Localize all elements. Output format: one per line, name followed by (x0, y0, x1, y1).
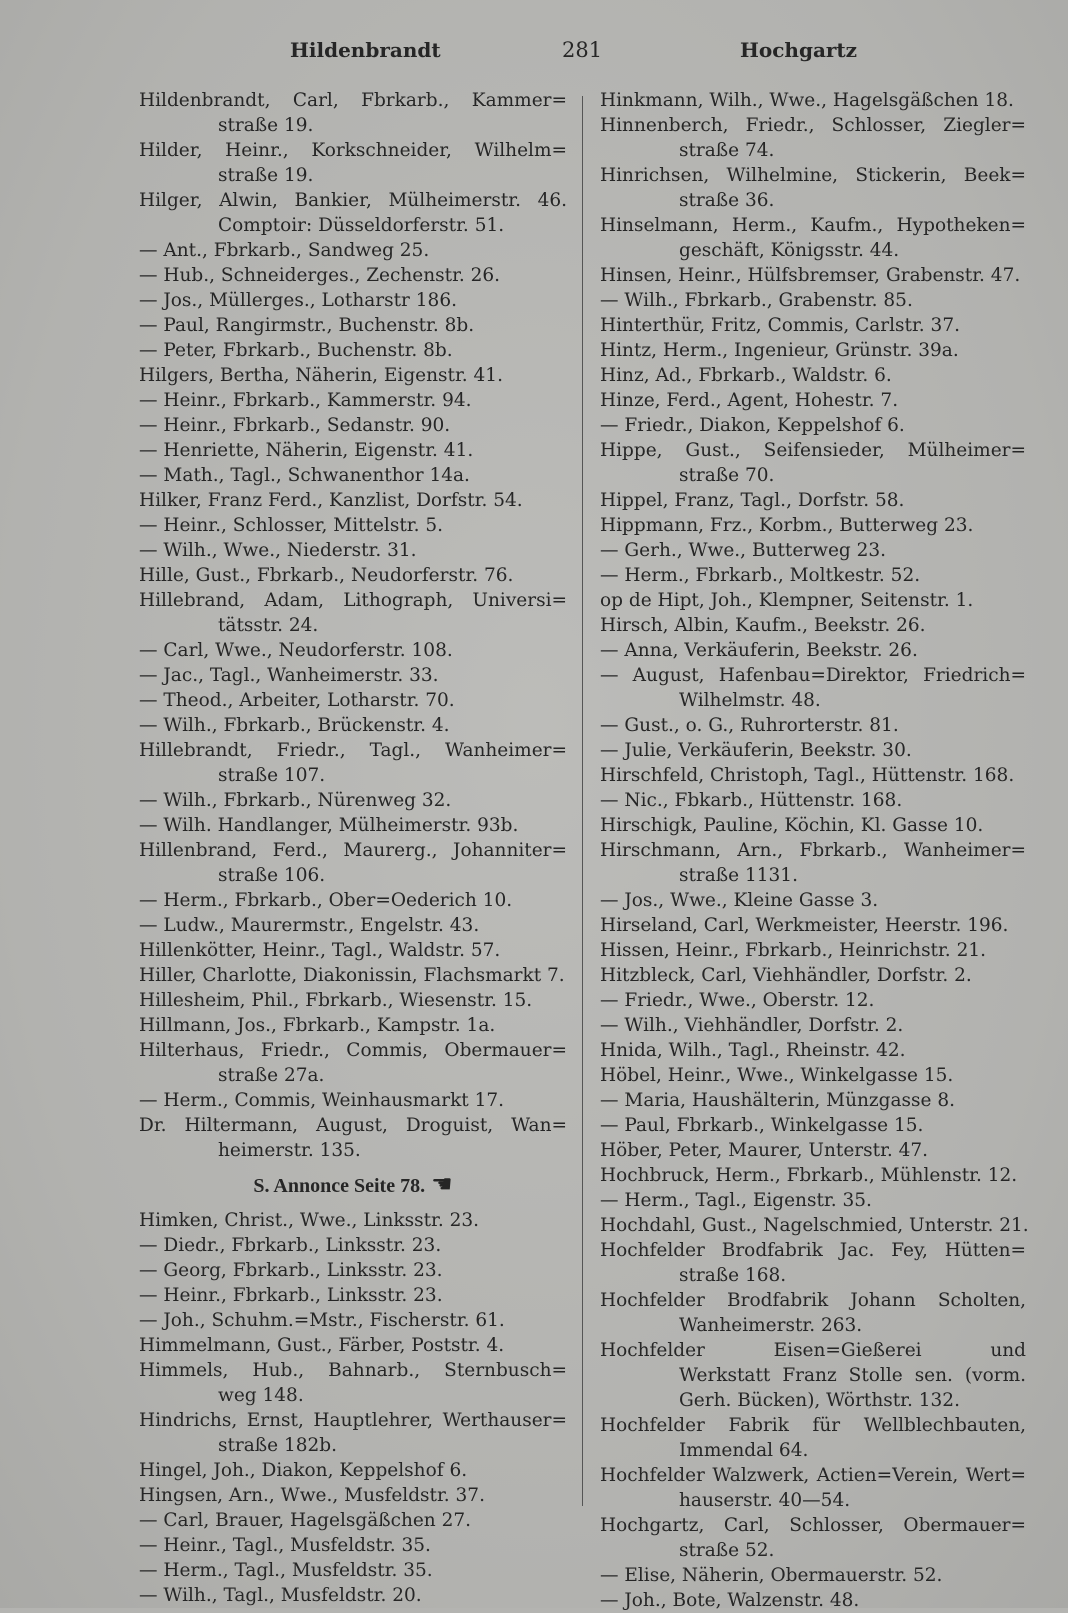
entry-list (600, 88, 1029, 1613)
directory-entry (600, 1088, 1026, 1113)
directory-entry (600, 1138, 1026, 1163)
directory-entry (139, 338, 567, 363)
entry-line: — Heinr., Fbrkarb., Kammerstr. 94. (139, 390, 472, 411)
directory-entry (600, 538, 1026, 563)
entry-line: — Paul, Fbrkarb., Winkelgasse 15. (600, 1115, 924, 1136)
directory-entry (139, 663, 567, 688)
directory-entry (139, 1038, 567, 1088)
entry-continuation-line: straße 1131. (679, 865, 798, 886)
directory-entry (600, 1013, 1026, 1038)
entry-line: — Herm., Tagl., Eigenstr. 35. (600, 1190, 872, 1211)
entry-line: Hirschigk, Pauline, Köchin, Kl. Gasse 10. (600, 815, 984, 836)
entry-line: — Jos., Wwe., Kleine Gasse 3. (600, 890, 879, 911)
entry-line: — Herm., Fbrkarb., Moltkestr. 52. (600, 565, 921, 586)
directory-entry (600, 1338, 1026, 1413)
entry-line: Hinz, Ad., Fbrkarb., Waldstr. 6. (600, 365, 892, 386)
directory-entry (139, 1583, 567, 1608)
entry-line: — Georg, Fbrkarb., Linksstr. 23. (139, 1260, 443, 1281)
entry-line: — Heinr., Fbrkarb., Sedanstr. 90. (139, 415, 451, 436)
entry-line: Hochfelder Brodfabrik Johann Scholten, (600, 1290, 1026, 1311)
entry-continuation-line: straße 107. (218, 765, 326, 786)
column-divider (582, 96, 583, 1506)
directory-entry (139, 238, 567, 263)
entry-line: — Heinr., Tagl., Musfeldstr. 35. (139, 1535, 431, 1556)
directory-entry (139, 1308, 567, 1333)
entry-line: — Anna, Verkäuferin, Beekstr. 26. (600, 640, 918, 661)
entry-continuation-line: Wanheimerstr. 263. (679, 1315, 863, 1336)
directory-entry (600, 788, 1026, 813)
directory-entry (139, 1233, 567, 1258)
directory-entry (600, 638, 1026, 663)
entry-continuation-line: straße 168. (679, 1265, 787, 1286)
entry-line: — Herm., Fbrkarb., Ober=Oederich 10. (139, 890, 513, 911)
entry-line: — Peter, Fbrkarb., Buchenstr. 8b. (139, 340, 453, 361)
directory-entry (600, 363, 1026, 388)
entry-line: Himmels, Hub., Bahnarb., Sternbusch= (139, 1360, 567, 1381)
directory-entry (139, 588, 567, 638)
entry-list (139, 1208, 567, 1608)
entry-line: — Wilh., Wwe., Niederstr. 31. (139, 540, 417, 561)
entry-line: Hochgartz, Carl, Schlosser, Obermauer= (600, 1515, 1026, 1536)
directory-entry (600, 1113, 1026, 1138)
entry-continuation-line: straße 52. (679, 1540, 775, 1561)
entry-continuation-line: heimerstr. 135. (218, 1140, 361, 1161)
entry-line: Höbel, Heinr., Wwe., Winkelgasse 15. (600, 1065, 954, 1086)
entry-line: Hinselmann, Herm., Kaufm., Hypotheken= (600, 215, 1026, 236)
directory-entry (139, 88, 567, 138)
directory-entry (600, 338, 1026, 363)
directory-entry (139, 838, 567, 888)
directory-entry (139, 1533, 567, 1558)
directory-entry (600, 1588, 1026, 1613)
directory-entry (600, 413, 1026, 438)
directory-entry (139, 938, 567, 963)
entry-line: — Jac., Tagl., Wanheimerstr. 33. (139, 665, 439, 686)
directory-entry (139, 1408, 567, 1458)
entry-line: — Theod., Arbeiter, Lotharstr. 70. (139, 690, 455, 711)
right-column (600, 88, 1029, 1613)
directory-entry (600, 588, 1026, 613)
directory-entry (600, 213, 1026, 263)
entry-continuation-line: straße 19. (218, 165, 314, 186)
entry-continuation-line: hauserstr. 40—54. (679, 1490, 851, 1511)
entry-line: Hinrichsen, Wilhelmine, Stickerin, Beek= (600, 165, 1026, 186)
entry-line: Hinkmann, Wilh., Wwe., Hagelsgäßchen 18. (600, 90, 1014, 111)
directory-entry (600, 263, 1026, 288)
directory-entry (600, 613, 1026, 638)
directory-entry (600, 163, 1026, 213)
directory-entry (600, 963, 1026, 988)
notice-text: S. Annonce Seite 78. (253, 1175, 426, 1197)
entry-line: Hochbruck, Herm., Fbrkarb., Mühlenstr. 12. (600, 1165, 1018, 1186)
directory-entry (600, 1213, 1029, 1238)
directory-entry (600, 1563, 1026, 1588)
directory-entry (600, 1163, 1026, 1188)
directory-entry (600, 1413, 1026, 1463)
directory-entry (600, 988, 1026, 1013)
entry-line: Hille, Gust., Fbrkarb., Neudorferstr. 76. (139, 565, 514, 586)
directory-entry (139, 188, 567, 238)
entry-line: — Jos., Müllerges., Lotharstr 186. (139, 290, 457, 311)
directory-entry (139, 413, 567, 438)
entry-line: — Carl, Wwe., Neudorferstr. 108. (139, 640, 453, 661)
entry-line: — Ant., Fbrkarb., Sandweg 25. (139, 240, 430, 261)
directory-entry (139, 1013, 567, 1038)
entry-continuation-line: straße 74. (679, 140, 775, 161)
entry-line: — Henriette, Näherin, Eigenstr. 41. (139, 440, 474, 461)
entry-continuation-line: Immendal 64. (679, 1440, 809, 1461)
entry-line: Hippmann, Frz., Korbm., Butterweg 23. (600, 515, 974, 536)
directory-entry (139, 288, 567, 313)
directory-entry (600, 1188, 1026, 1213)
entry-line: Hingel, Joh., Diakon, Keppelshof 6. (139, 1460, 468, 1481)
entry-line: — Ludw., Maurermstr., Engelstr. 43. (139, 915, 480, 936)
entry-line: — Julie, Verkäuferin, Beekstr. 30. (600, 740, 912, 761)
directory-entry (139, 1113, 567, 1163)
entry-line: — Wilh. Handlanger, Mülheimerstr. 93b. (139, 815, 519, 836)
directory-entry (139, 463, 567, 488)
entry-line: Hilder, Heinr., Korkschneider, Wilhelm= (139, 140, 567, 161)
directory-entry (600, 713, 1026, 738)
directory-entry (139, 963, 567, 988)
directory-entry (139, 813, 567, 838)
entry-continuation-line: straße 106. (218, 865, 326, 886)
entry-line: Hillebrandt, Friedr., Tagl., Wanheimer= (139, 740, 567, 761)
entry-continuation-line: weg 148. (218, 1385, 304, 1406)
directory-entry (139, 488, 567, 513)
entry-line: — Joh., Schuhm.=Mstr., Fischerstr. 61. (139, 1310, 505, 1331)
directory-entry (600, 813, 1026, 838)
directory-entry (600, 838, 1026, 888)
entry-line: Hinterthür, Fritz, Commis, Carlstr. 37. (600, 315, 960, 336)
entry-line: Hippe, Gust., Seifensieder, Mülheimer= (600, 440, 1026, 461)
entry-line: Hochdahl, Gust., Nagelschmied, Unterstr. 21. (600, 1215, 1029, 1236)
entry-line: — Elise, Näherin, Obermauerstr. 52. (600, 1565, 943, 1586)
directory-entry (600, 888, 1026, 913)
directory-entry (600, 1038, 1026, 1063)
directory-entry (139, 1358, 567, 1408)
entry-continuation-line: straße 27a. (218, 1065, 325, 1086)
directory-entry (139, 888, 567, 913)
directory-entry (139, 1508, 567, 1533)
directory-entry (139, 913, 567, 938)
directory-entry (600, 738, 1026, 763)
entry-line: — Wilh., Fbrkarb., Grabenstr. 85. (600, 290, 913, 311)
running-head-first-name: Hildenbrandt (290, 38, 441, 62)
entry-line: — Herm., Commis, Weinhausmarkt 17. (139, 1090, 505, 1111)
entry-line: Hintz, Herm., Ingenieur, Grünstr. 39a. (600, 340, 959, 361)
entry-line: Hilker, Franz Ferd., Kanzlist, Dorfstr. 54. (139, 490, 523, 511)
running-head-last-name: Hochgartz (740, 38, 858, 62)
entry-line: Hilgers, Bertha, Näherin, Eigenstr. 41. (139, 365, 503, 386)
directory-entry (139, 513, 567, 538)
entry-line: — Heinr., Fbrkarb., Linksstr. 23. (139, 1285, 443, 1306)
directory-entry (139, 688, 567, 713)
entry-line: — Paul, Rangirmstr., Buchenstr. 8b. (139, 315, 475, 336)
entry-continuation-line: Wilhelmstr. 48. (679, 690, 821, 711)
entry-line: Hochfelder Fabrik für Wellblechbauten, (600, 1415, 1026, 1436)
directory-entry (139, 738, 567, 788)
entry-line: Hirseland, Carl, Werkmeister, Heerstr. 196. (600, 915, 1009, 936)
directory-entry (139, 988, 567, 1013)
entry-line: Hirschmann, Arn., Fbrkarb., Wanheimer= (600, 840, 1026, 861)
directory-entry (139, 1283, 567, 1308)
entry-line: Himken, Christ., Wwe., Linksstr. 23. (139, 1210, 480, 1231)
entry-continuation-line: straße 70. (679, 465, 775, 486)
entry-line: — Friedr., Wwe., Oberstr. 12. (600, 990, 875, 1011)
entry-line: Hochfelder Brodfabrik Jac. Fey, Hütten= (600, 1240, 1026, 1261)
directory-entry (139, 1088, 567, 1113)
entry-line: Hinze, Ferd., Agent, Hohestr. 7. (600, 390, 899, 411)
entry-line: Hiller, Charlotte, Diakonissin, Flachsmarkt 7. (139, 965, 565, 986)
directory-entry (600, 1463, 1026, 1513)
left-column (139, 88, 567, 1608)
directory-entry (139, 388, 567, 413)
directory-entry (139, 788, 567, 813)
entry-line: — Diedr., Fbrkarb., Linksstr. 23. (139, 1235, 442, 1256)
entry-continuation-line: Comptoir: Düsseldorferstr. 51. (218, 215, 505, 236)
entry-line: Hitzbleck, Carl, Viehhändler, Dorfstr. 2. (600, 965, 972, 986)
directory-entry (139, 1333, 567, 1358)
entry-line: — August, Hafenbau=Direktor, Friedrich= (600, 665, 1026, 686)
directory-entry (600, 1063, 1026, 1088)
directory-entry (139, 1258, 567, 1283)
entry-continuation-line: geschäft, Königsstr. 44. (679, 240, 900, 261)
directory-entry (139, 638, 567, 663)
directory-entry (139, 713, 567, 738)
entry-line: — Wilh., Fbrkarb., Nürenweg 32. (139, 790, 452, 811)
entry-line: — Friedr., Diakon, Keppelshof 6. (600, 415, 905, 436)
directory-entry (600, 763, 1026, 788)
directory-entry (600, 388, 1026, 413)
directory-entry (139, 1208, 567, 1233)
entry-line: Hirschfeld, Christoph, Tagl., Hüttenstr. 168. (600, 765, 1015, 786)
directory-entry (600, 488, 1026, 513)
directory-entry (600, 113, 1026, 163)
entry-line: Hissen, Heinr., Fbrkarb., Heinrichstr. 21. (600, 940, 986, 961)
entry-line: — Gust., o. G., Ruhrorterstr. 81. (600, 715, 899, 736)
directory-entry (139, 1558, 567, 1583)
entry-line: — Nic., Fbkarb., Hüttenstr. 168. (600, 790, 903, 811)
entry-line: op de Hipt, Joh., Klempner, Seitenstr. 1. (600, 590, 974, 611)
directory-entry (139, 563, 567, 588)
directory-entry (600, 938, 1026, 963)
entry-line: Hildenbrandt, Carl, Fbrkarb., Kammer= (139, 90, 567, 111)
entry-line: Hochfelder Walzwerk, Actien=Verein, Wert= (600, 1465, 1026, 1486)
entry-line: — Hub., Schneiderges., Zechenstr. 26. (139, 265, 501, 286)
directory-entry (600, 288, 1026, 313)
directory-entry (600, 1513, 1026, 1563)
entry-line: Hippel, Franz, Tagl., Dorfstr. 58. (600, 490, 905, 511)
directory-entry (139, 1483, 567, 1508)
directory-entry (600, 913, 1026, 938)
entry-line: — Carl, Brauer, Hagelsgäßchen 27. (139, 1510, 472, 1531)
entry-line: Hingsen, Arn., Wwe., Musfeldstr. 37. (139, 1485, 485, 1506)
directory-entry (600, 1238, 1026, 1288)
entry-line: — Gerh., Wwe., Butterweg 23. (600, 540, 887, 561)
directory-entry (139, 438, 567, 463)
entry-line: Hillenbrand, Ferd., Maurerg., Johanniter= (139, 840, 567, 861)
entry-continuation-line: Werkstatt Franz Stolle sen. (vorm. (679, 1365, 1026, 1386)
directory-entry (139, 363, 567, 388)
entry-line: — Maria, Haushälterin, Münzgasse 8. (600, 1090, 956, 1111)
entry-line: — Joh., Bote, Walzenstr. 48. (600, 1590, 860, 1611)
entry-line: Hillebrand, Adam, Lithograph, Universi= (139, 590, 567, 611)
entry-continuation-line: straße 19. (218, 115, 314, 136)
directory-entry (139, 313, 567, 338)
entry-line: — Wilh., Tagl., Musfeldstr. 20. (139, 1585, 422, 1606)
directory-entry (600, 438, 1026, 488)
directory-entry (600, 313, 1026, 338)
entry-continuation-line: straße 182b. (218, 1435, 338, 1456)
directory-entry (139, 263, 567, 288)
entry-line: Hindrichs, Ernst, Hauptlehrer, Werthauser= (139, 1410, 567, 1431)
directory-entry (600, 88, 1026, 113)
directory-entry (139, 1458, 567, 1483)
directory-entry (139, 538, 567, 563)
entry-line: Dr. Hiltermann, August, Droguist, Wan= (139, 1115, 567, 1136)
entry-line: Hillesheim, Phil., Fbrkarb., Wiesenstr. 15. (139, 990, 533, 1011)
entry-line: Hillmann, Jos., Fbrkarb., Kampstr. 1a. (139, 1015, 496, 1036)
entry-line: Hillenkötter, Heinr., Tagl., Waldstr. 57. (139, 940, 501, 961)
directory-entry (139, 138, 567, 188)
entry-line: Höber, Peter, Maurer, Unterstr. 47. (600, 1140, 929, 1161)
entry-list (139, 88, 567, 1163)
entry-line: — Math., Tagl., Schwanenthor 14a. (139, 465, 470, 486)
entry-line: Hilterhaus, Friedr., Commis, Obermauer= (139, 1040, 567, 1061)
entry-line: — Herm., Tagl., Musfeldstr. 35. (139, 1560, 433, 1581)
entry-line: — Wilh., Fbrkarb., Brückenstr. 4. (139, 715, 450, 736)
directory-entry (600, 563, 1026, 588)
directory-entry (600, 513, 1026, 538)
entry-continuation-line: straße 36. (679, 190, 775, 211)
page-number: 281 (562, 38, 603, 62)
directory-entry (600, 1288, 1026, 1338)
entry-line: Hinsen, Heinr., Hülfsbremser, Grabenstr. 47. (600, 265, 1021, 286)
entry-line: Hinnenberch, Friedr., Schlosser, Ziegler= (600, 115, 1026, 136)
entry-line: Hirsch, Albin, Kaufm., Beekstr. 26. (600, 615, 926, 636)
entry-line: Hnida, Wilh., Tagl., Rheinstr. 42. (600, 1040, 906, 1061)
entry-continuation-line: Gerh. Bücken), Wörthstr. 132. (679, 1390, 960, 1411)
directory-entry (600, 663, 1026, 713)
advertisement-notice (139, 1172, 567, 1199)
entry-line: Hilger, Alwin, Bankier, Mülheimerstr. 46. (139, 190, 567, 211)
pointing-hand-icon: ☚ (431, 1170, 453, 1198)
entry-continuation-line: tätsstr. 24. (218, 615, 319, 636)
entry-line: — Heinr., Schlosser, Mittelstr. 5. (139, 515, 444, 536)
entry-line: — Wilh., Viehhändler, Dorfstr. 2. (600, 1015, 904, 1036)
entry-line: Hochfelder Eisen=Gießerei und (600, 1340, 1026, 1361)
entry-line: Himmelmann, Gust., Färber, Poststr. 4. (139, 1335, 505, 1356)
